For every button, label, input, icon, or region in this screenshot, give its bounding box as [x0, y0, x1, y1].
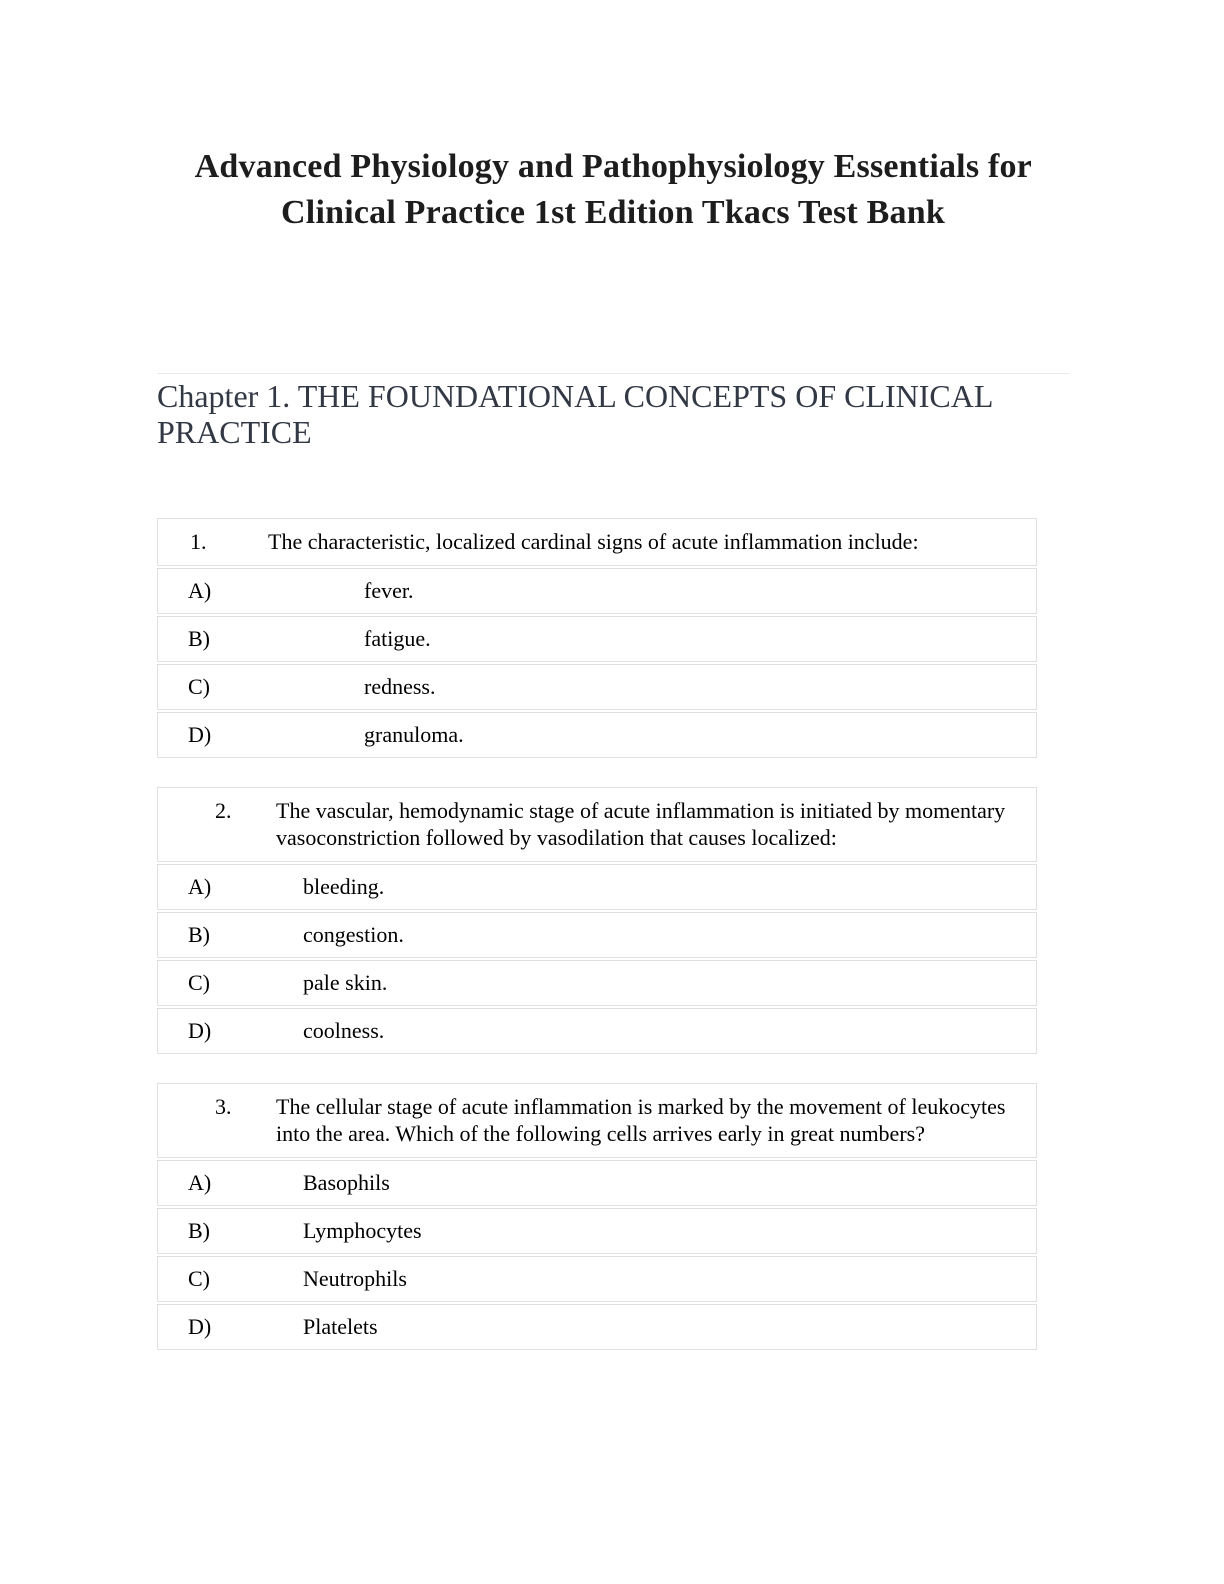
- option-row: [157, 864, 1037, 910]
- option-label: B): [188, 922, 210, 947]
- question-row: [157, 518, 1037, 566]
- option-label: C): [188, 970, 210, 995]
- option-text: Neutrophils: [303, 1266, 407, 1291]
- option-text: fever.: [364, 578, 414, 603]
- option-label: B): [188, 1218, 210, 1243]
- option-label: C): [188, 1266, 210, 1291]
- question-text: The vascular, hemodynamic stage of acute inflammation is initiated by momentary vasoconstriction followed by vasodilation that causes localized:: [276, 798, 1006, 850]
- option-row: [157, 1304, 1037, 1350]
- divider-rule: [157, 373, 1069, 374]
- question-number: 2.: [215, 798, 232, 823]
- question-number: 3.: [215, 1094, 232, 1119]
- option-label: C): [188, 674, 210, 699]
- option-text: Basophils: [303, 1170, 390, 1195]
- option-text: granuloma.: [364, 722, 464, 747]
- option-label: D): [188, 1018, 212, 1043]
- question-block-1: [157, 518, 1037, 758]
- question-row: [157, 1083, 1037, 1158]
- option-text: bleeding.: [303, 874, 385, 899]
- option-row: [157, 1208, 1037, 1254]
- option-label: A): [188, 874, 212, 899]
- option-row: [157, 664, 1037, 710]
- page: [157, 0, 1069, 1350]
- option-text: fatigue.: [364, 626, 431, 651]
- chapter-heading-line-2: PRACTICE: [157, 414, 312, 450]
- question-block-3: [157, 1083, 1037, 1350]
- option-label: D): [188, 1314, 212, 1339]
- question-row: [157, 787, 1037, 862]
- option-text: coolness.: [303, 1018, 385, 1043]
- option-label: D): [188, 722, 212, 747]
- option-row: [157, 568, 1037, 614]
- option-text: congestion.: [303, 922, 404, 947]
- chapter-heading-line-1: Chapter 1. THE FOUNDATIONAL CONCEPTS OF CLINICAL: [157, 378, 994, 414]
- option-text: pale skin.: [303, 970, 388, 995]
- option-label: A): [188, 1170, 212, 1195]
- option-label: B): [188, 626, 210, 651]
- option-text: Lymphocytes: [303, 1218, 422, 1243]
- option-row: [157, 912, 1037, 958]
- question-text: The characteristic, localized cardinal signs of acute inflammation include:: [268, 529, 919, 554]
- option-row: [157, 712, 1037, 758]
- question-text: The cellular stage of acute inflammation is marked by the movement of leukocytes into the area. Which of the following cells arrives early in great numbers?: [276, 1094, 1006, 1146]
- option-row: [157, 616, 1037, 662]
- option-row: [157, 1008, 1037, 1054]
- option-row: [157, 960, 1037, 1006]
- chapter-heading: [157, 378, 1069, 450]
- option-text: Platelets: [303, 1314, 378, 1339]
- option-text: redness.: [364, 674, 436, 699]
- option-label: A): [188, 578, 212, 603]
- option-row: [157, 1256, 1037, 1302]
- option-row: [157, 1160, 1037, 1206]
- document-title-line-2: Clinical Practice 1st Edition Tkacs Test Bank: [281, 194, 945, 231]
- document-title-line-1: Advanced Physiology and Pathophysiology Essentials for: [194, 148, 1032, 185]
- question-number: 1.: [190, 529, 207, 554]
- question-block-2: [157, 787, 1037, 1054]
- document-title: [157, 144, 1069, 236]
